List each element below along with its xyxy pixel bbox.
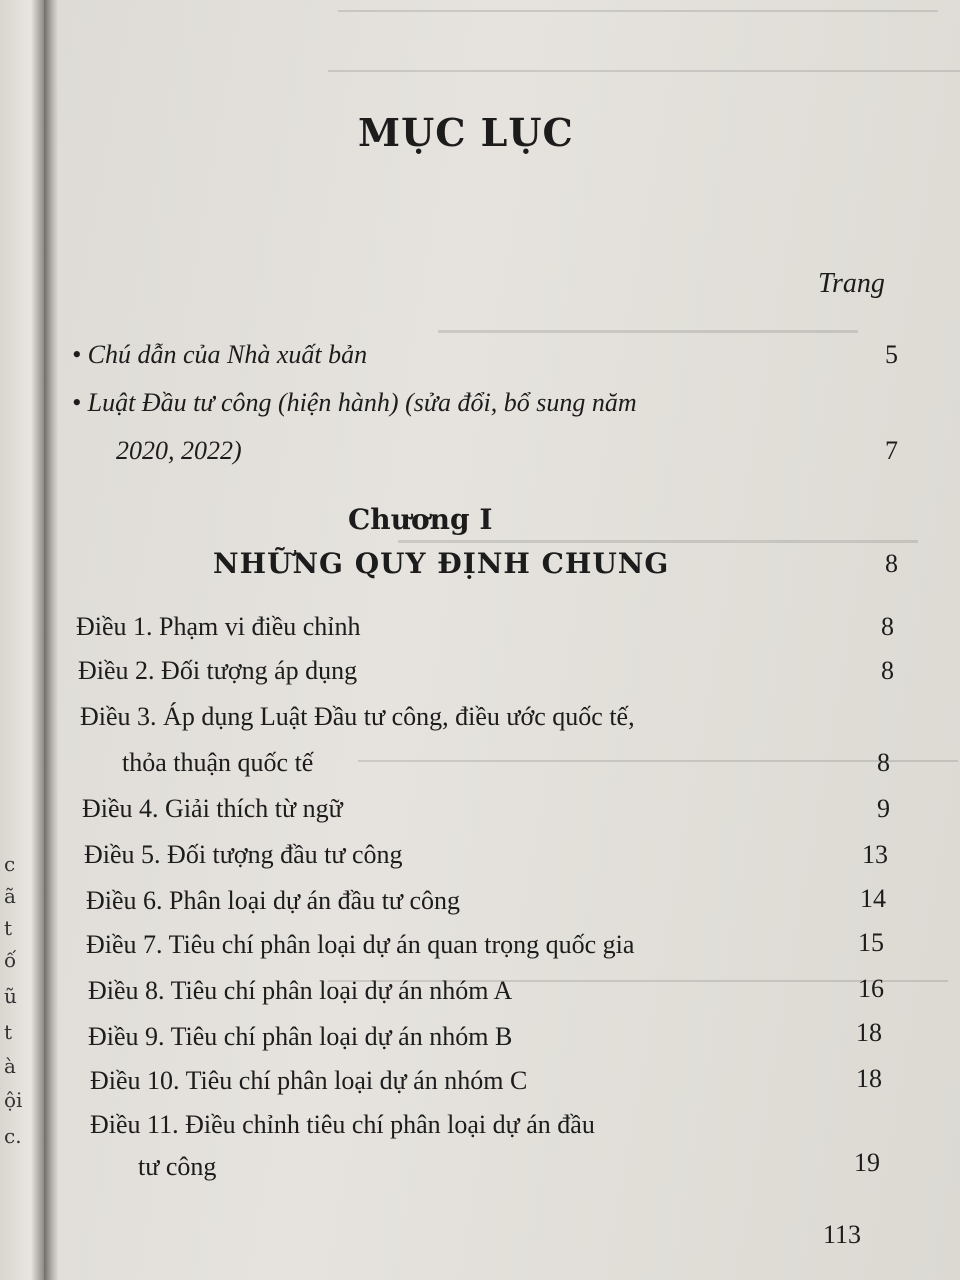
toc-entry-continuation: tư công — [138, 1152, 217, 1181]
toc-page-number: 8 — [885, 549, 898, 578]
toc-article-entry[interactable]: Điều 10. Tiêu chí phân loại dự án nhóm C — [90, 1066, 528, 1095]
bullet: • — [72, 340, 82, 369]
left-page-fragment: à — [4, 1054, 16, 1078]
toc-page-number: 8 — [881, 612, 894, 641]
left-page-fragment: t — [4, 1020, 13, 1044]
toc-article-entry[interactable]: Điều 1. Phạm vi điều chỉnh — [76, 612, 361, 641]
toc-page-number: 13 — [862, 840, 888, 869]
toc-page-number: 19 — [854, 1148, 880, 1177]
left-page-fragment: ũ — [4, 984, 17, 1008]
page-column-label: Trang — [818, 268, 885, 299]
toc-entry[interactable] — [72, 388, 637, 418]
page-title: MỤC LỤC — [358, 110, 574, 155]
toc-article-entry[interactable]: Điều 6. Phân loại dự án đầu tư công — [86, 886, 461, 915]
left-page-fragment: c — [4, 852, 16, 876]
toc-page-number: 7 — [885, 436, 898, 465]
toc-page-number: 15 — [858, 928, 884, 957]
chapter-title[interactable]: NHỮNG QUY ĐỊNH CHUNG — [213, 547, 670, 580]
toc-article-entry[interactable]: Điều 2. Đối tượng áp dụng — [78, 656, 358, 685]
toc-page-number: 14 — [860, 884, 886, 913]
left-page-fragment: ố — [4, 948, 17, 972]
toc-page-number: 5 — [885, 340, 898, 369]
book-gutter — [44, 0, 58, 1280]
left-page-fragment: ã — [4, 884, 16, 908]
chapter-label: Chương I — [348, 503, 493, 536]
toc-entry-continuation: thỏa thuận quốc tế — [122, 748, 314, 777]
toc-article-entry[interactable]: Điều 5. Đối tượng đầu tư công — [84, 840, 403, 869]
toc-entry-text: Chú dẫn của Nhà xuất bản — [87, 340, 368, 369]
toc-article-entry[interactable]: Điều 11. Điều chỉnh tiêu chí phân loại dự án đầu — [90, 1110, 595, 1139]
toc-page-number: 18 — [856, 1018, 882, 1047]
page-folio-number: 113 — [823, 1220, 862, 1249]
toc-page-number: 16 — [858, 974, 884, 1003]
left-page-fragment: c. — [4, 1124, 22, 1148]
toc-page-number: 8 — [881, 656, 894, 685]
toc-article-entry[interactable]: Điều 7. Tiêu chí phân loại dự án quan trọng quốc gia — [86, 930, 635, 959]
book-page — [58, 0, 960, 1280]
toc-article-entry[interactable]: Điều 3. Áp dụng Luật Đầu tư công, điều ước quốc tế, — [80, 702, 635, 731]
left-page-fragment: ội — [4, 1088, 23, 1112]
toc-page-number: 8 — [877, 748, 890, 777]
toc-article-entry[interactable]: Điều 8. Tiêu chí phân loại dự án nhóm A — [88, 976, 513, 1005]
left-page-fragment: t — [4, 916, 13, 940]
bullet: • — [72, 388, 82, 417]
toc-entry[interactable] — [72, 340, 367, 370]
toc-entry-continuation: 2020, 2022) — [116, 436, 242, 465]
toc-page-number: 18 — [856, 1064, 882, 1093]
toc-article-entry[interactable]: Điều 9. Tiêu chí phân loại dự án nhóm B — [88, 1022, 513, 1051]
toc-article-entry[interactable]: Điều 4. Giải thích từ ngữ — [82, 794, 343, 823]
toc-entry-text: Luật Đầu tư công (hiện hành) (sửa đổi, bổ sung năm — [87, 388, 637, 417]
toc-page-number: 9 — [877, 794, 890, 823]
adjacent-page-edge — [0, 0, 44, 1280]
